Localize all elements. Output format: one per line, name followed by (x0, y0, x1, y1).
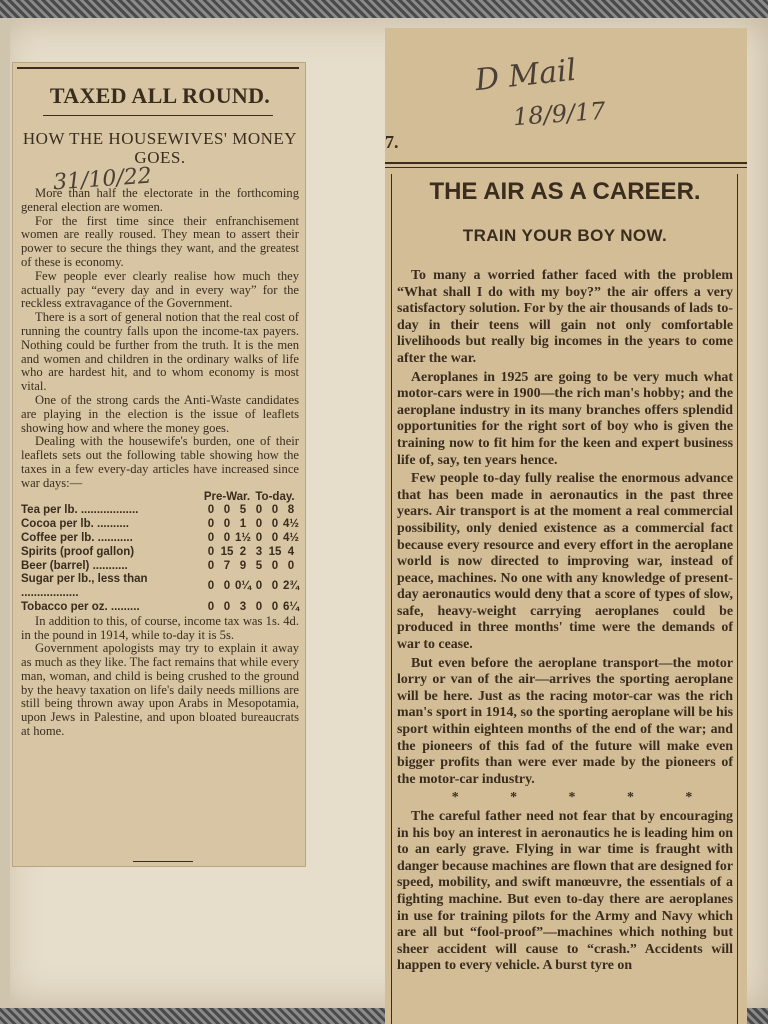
amount-cell: 0 (255, 518, 263, 531)
headline-rule (43, 115, 273, 116)
amount-cell: 0 (271, 580, 279, 593)
amount-cell: 0 (271, 518, 279, 531)
paragraphs (397, 268, 733, 788)
handwritten-date: 18/9/17 (512, 96, 607, 132)
amount-cell: 0 (207, 504, 215, 517)
clipping-air-as-a-career (385, 28, 747, 1024)
left-border (391, 174, 392, 1024)
subheadline: HOW THE HOUSEWIVES' MONEY GOES. (22, 129, 298, 167)
amount-cell: 15 (220, 545, 234, 558)
page-spine (0, 18, 10, 1008)
table-row (21, 560, 299, 574)
amount-cell: 5 (239, 504, 247, 517)
column-rule (385, 162, 747, 164)
right-border (737, 174, 738, 1024)
headline: THE AIR AS A CAREER. (429, 178, 701, 205)
handwritten-date: 31/10/22 (52, 163, 153, 196)
amount-cell: 0 (255, 580, 263, 593)
amount-cell: 9 (239, 559, 247, 572)
amount-cell: 0 (207, 545, 215, 558)
paragraph: To many a worried father faced with the problem “What shall I do with my boy?” the air offers a very satisfactory solution. For by the air thousands of lads to-day in their teens will gain not only comfortable livelihoods but really big incomes in the years to come after the war. (397, 268, 733, 366)
table-row (21, 546, 299, 560)
amount-cell: 0 (223, 580, 231, 593)
section-separator: * * * * * (451, 790, 693, 806)
amount-cell: 0 (271, 504, 279, 517)
amount-cell: 0 (271, 600, 279, 613)
table-row (21, 504, 299, 518)
paragraph: Dealing with the housewife's burden, one of their leaflets sets out the following table showing how the taxes in a few every-day articles have increased since war days:— (21, 434, 299, 490)
page-number: 7. (385, 132, 399, 152)
item-name: Spirits (proof gallon) (21, 545, 135, 558)
amount-cell: 0¼ (234, 580, 251, 593)
amount-cell: 2 (239, 545, 247, 558)
table-row (21, 532, 299, 546)
clipping-taxed-all-round (12, 62, 306, 867)
subheadline: TRAIN YOUR BOY NOW. (462, 226, 668, 245)
amount-cell: 7 (223, 559, 231, 572)
amount-cell: 0 (223, 518, 231, 531)
article-body (21, 187, 299, 739)
paragraph: Few people to-day fully realise the enormous advance that has been made in aeronautics in the past three years. Air transport is at the moment a real commercial possibility, only denied existence as a commercial fact because every resource and every effort in the aeroplane world is now directed to improving war, instead of peace, machines. No one with any knowledge of present-day aeronautics would deny that a score of types of slow, safe, heavy-weight carrying aeroplanes could be produced in three months' time were the demands of war to cease. (397, 471, 733, 653)
paragraph: But even before the aeroplane transport—the motor lorry or van of the air—arrives the sporting aeroplane will be here. Just as the racing motor-car was the rich man's sport in 1914, so the sporting aeroplane will be his sport within eighteen months of the end of the war; and the pioneers of this fad of the future will make even bigger profits than were ever made by the pioneers of the motor-car industry. (397, 655, 733, 787)
item-name: Cocoa per lb. .......... (21, 518, 129, 531)
paragraph: There is a sort of general notion that the real cost of running the country falls upon the income-tax payers. Nothing could be further from the truth. It is the men and women and children in the ordinary walks of life who are hardest hit, and to whom economy is most vital. (21, 310, 299, 394)
paragraph: Aeroplanes in 1925 are going to be very much what motor-cars were in 1900—the rich man's hobby; and the aeroplane industry in its many branches offers splendid opportunities for the right sort of boy who is given the training now to fit him for the keen and expert business life of, say, ten years hence. (397, 369, 733, 468)
item-name: Coffee per lb. ........... (21, 531, 133, 544)
paragraph: For the first time since their enfranchisement women are really roused. They mean to assert their power to secure the things they want, and the greatest of these is economy. (21, 213, 299, 269)
amount-cell: 0 (223, 504, 231, 517)
table-row (21, 573, 299, 601)
amount-cell: 0 (271, 559, 279, 572)
amount-cell: 5 (255, 559, 263, 572)
table-row (21, 518, 299, 532)
table-row (21, 601, 299, 615)
table-header (21, 491, 299, 505)
amount-cell: 3 (255, 545, 263, 558)
paragraph: Few people ever clearly realise how much they actually pay “every day and in every way” for the reckless extravagance of the Government. (21, 268, 299, 311)
item-name: Sugar per lb., less than .................. (21, 573, 148, 600)
item-name: Tobacco per oz. ......... (21, 600, 140, 613)
amount-cell: 0 (255, 504, 263, 517)
amount-cell: 8 (287, 504, 295, 517)
paragraphs-after-table (21, 615, 299, 739)
paragraph: The careful father need not fear that by encouraging in his boy an interest in aeronautics he is leading him on to an early grave. Flying in war time is fraught with danger because machines are flown that are designed for speed, mobility, and swift manœuvre, the essentials of a fighting machine. But even to-day there are aeroplanes in use for training pilots for the Army and Navy which are all but “fool-proof”—machines which nothing but sheer accident will cause to “crash.” Accidents will happen to every vehicle. A burst tyre on (397, 809, 733, 974)
amount-cell: 0 (207, 600, 215, 613)
amount-cell: 0 (207, 580, 215, 593)
paragraph: One of the strong cards the Anti-Waste candidates are playing in the election is the issue of leaflets showing how and where the money goes. (21, 392, 299, 435)
paragraph: Government apologists may try to explain it away as much as they like. The fact remains that while every man, woman, and child is being crushed to the ground by the heavy taxation on life's daily needs millions are still being thrown away upon Arabs in Mesopotamia, upon Jews in Palestine, and upon bloated bureaucrats at home. (21, 641, 299, 739)
amount-cell: 4½ (282, 531, 299, 544)
amount-cell: 4 (287, 545, 295, 558)
column-header: To-day. (255, 490, 295, 503)
item-name: Beer (barrel) ........... (21, 559, 128, 572)
amount-cell: 0 (255, 531, 263, 544)
top-rule (17, 67, 299, 69)
amount-cell: 0 (223, 531, 231, 544)
paragraphs-after-separator (397, 809, 733, 975)
amount-cell: 0 (207, 518, 215, 531)
handwritten-source: D Mail (473, 52, 578, 99)
amount-cell: 0 (255, 600, 263, 613)
article-body (397, 268, 733, 977)
column-rule (385, 167, 747, 168)
amount-cell: 0 (271, 531, 279, 544)
amount-cell: 3 (239, 600, 247, 613)
amount-cell: 0 (207, 559, 215, 572)
amount-cell: 15 (268, 545, 282, 558)
item-name: Tea per lb. .................. (21, 504, 139, 517)
amount-cell: 1 (239, 518, 247, 531)
column-header: Pre-War. (203, 490, 251, 503)
paragraphs-before-table (21, 187, 299, 491)
amount-cell: 2¾ (282, 580, 299, 593)
amount-cell: 1½ (234, 531, 251, 544)
amount-cell: 0 (207, 531, 215, 544)
tax-table (21, 491, 299, 615)
amount-cell: 0 (223, 600, 231, 613)
amount-cell: 0 (287, 559, 295, 572)
amount-cell: 6¼ (282, 600, 299, 613)
headline: TAXED ALL ROUND. (49, 83, 271, 108)
paragraph: In addition to this, of course, income tax was 1s. 4d. in the pound in 1914, while to-day it is 5s. (21, 613, 299, 642)
paragraph: More than half the electorate in the forthcoming general election are women. (21, 186, 299, 214)
end-rule (133, 861, 193, 862)
amount-cell: 4½ (282, 518, 299, 531)
